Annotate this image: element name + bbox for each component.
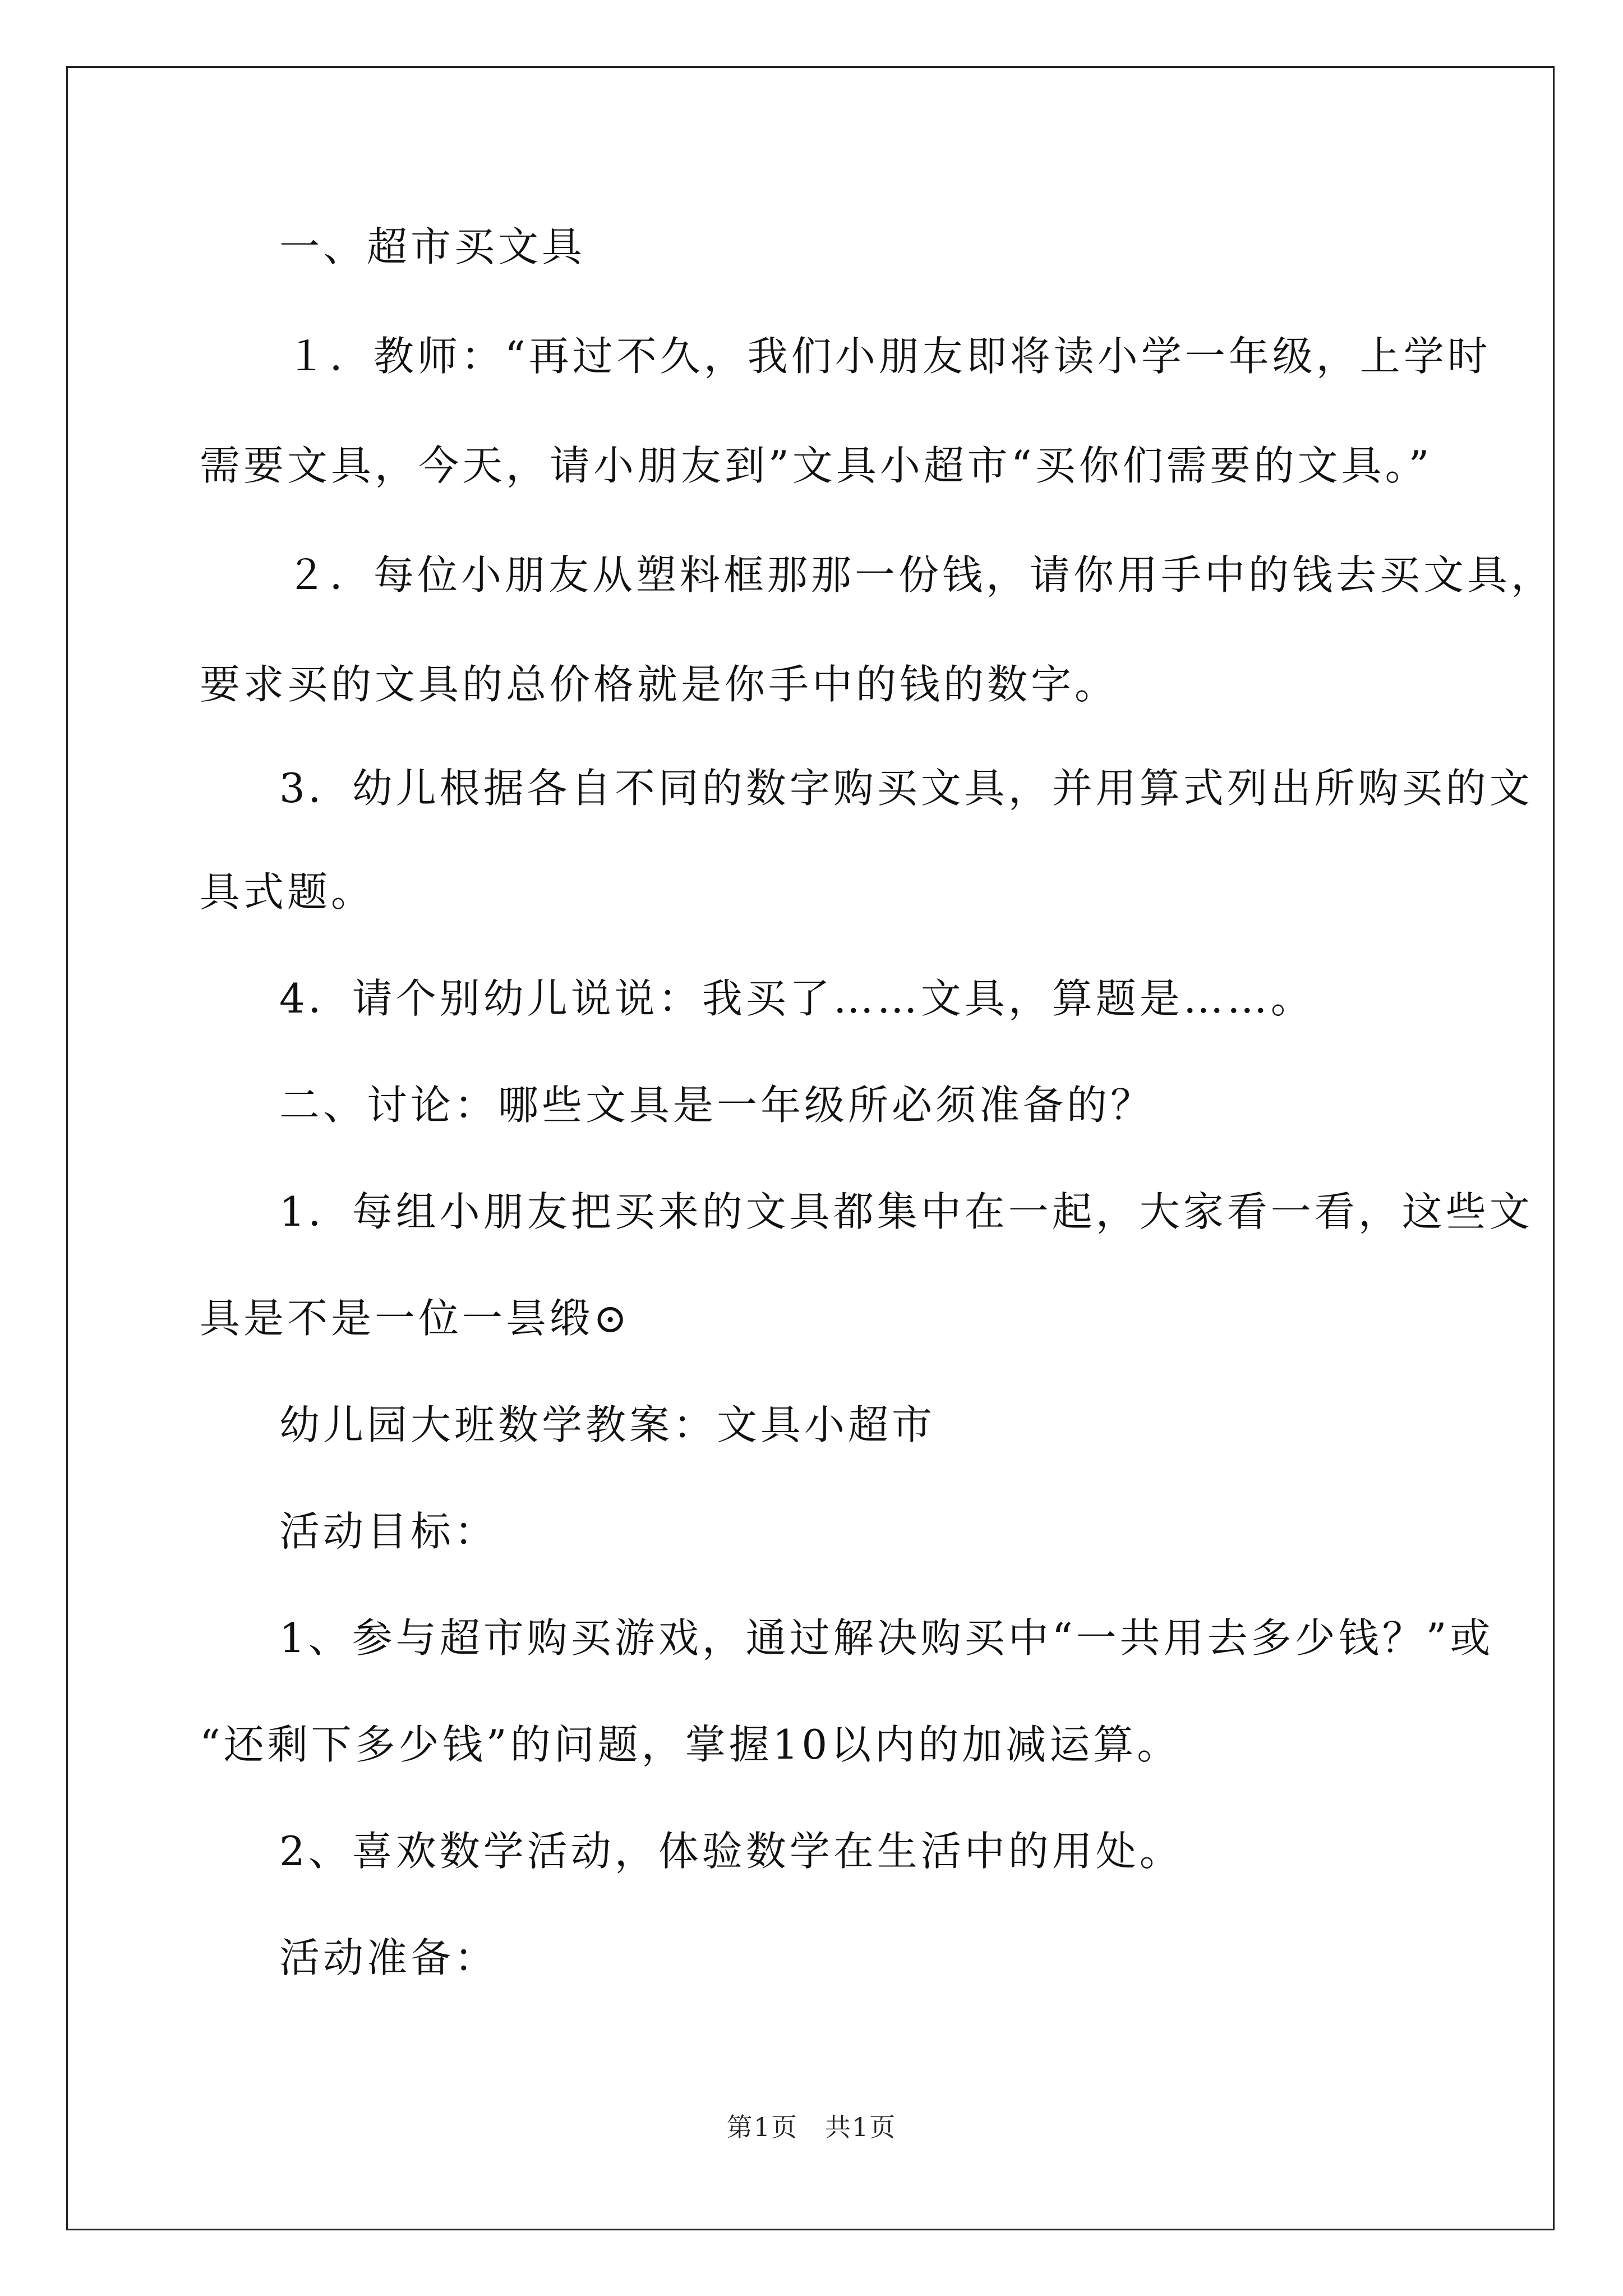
paragraph-line: ２．每位小朋友从塑料框那那一份钱，请你用手中的钱去买文具， <box>286 551 1555 599</box>
paragraph-line: 具式题。 <box>200 868 375 915</box>
section-heading-2: 二、讨论：哪些文具是一年级所必须准备的？ <box>279 1082 1155 1129</box>
paragraph-line: １．教师：“再过不久，我们小朋友即将读小学一年级，上学时 <box>286 333 1491 380</box>
paragraph-line: 要求买的文具的总价格就是你手中的钱的数字。 <box>200 661 1119 708</box>
paragraph-line: “还剩下多少钱”的问题，掌握10以内的加减运算。 <box>200 1721 1181 1768</box>
paragraph-line: 4．请个别幼儿说说：我买了……文具，算题是……。 <box>279 975 1315 1022</box>
paragraph-line: 2、喜欢数学活动，体验数学在生活中的用处。 <box>279 1828 1183 1875</box>
section-heading-1: 一、超市买文具 <box>279 223 586 270</box>
section-heading-goals: 活动目标： <box>279 1508 499 1555</box>
paragraph-line: 1．每组小朋友把买来的文具都集中在一起，大家看一看，这些文 <box>279 1188 1533 1235</box>
paragraph-line: 1、参与超市购买游戏，通过解决购买中“一共用去多少钱？”或 <box>279 1614 1494 1662</box>
section-heading-prep: 活动准备： <box>279 1934 499 1981</box>
paragraph-line: 需要文具，今天，请小朋友到”文具小超市“买你们需要的文具。” <box>200 442 1433 489</box>
paragraph-line: 具是不是一位一昙缎⊙ <box>200 1295 631 1342</box>
paragraph-line: 3．幼儿根据各自不同的数字购买文具，并用算式列出所购买的文 <box>279 765 1533 812</box>
document-title: 幼儿园大班数学教案：文具小超市 <box>279 1401 936 1448</box>
page-number: 第1页 共1页 <box>726 2112 897 2142</box>
page-border <box>66 66 1555 2230</box>
